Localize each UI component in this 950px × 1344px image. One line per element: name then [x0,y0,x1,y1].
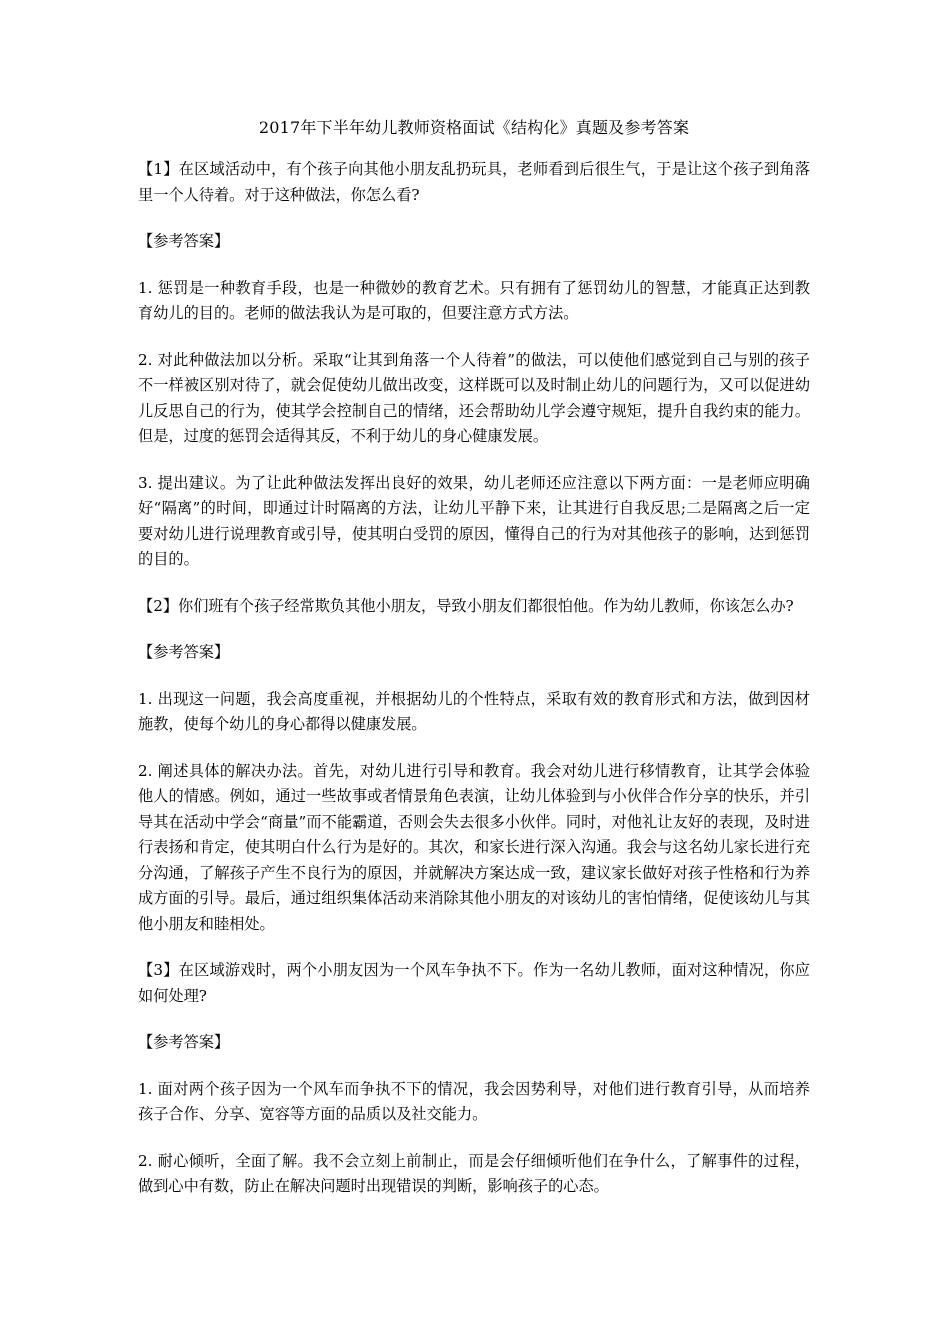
question-2-answer-2: 2. 阐述具体的解决办法。首先，对幼儿进行引导和教育。我会对幼儿进行移情教育，让其学会体验他人的情感。例如，通过一些故事或者情景角色表演，让幼儿体验到与小伙伴合作分享的快乐，并引导其在活动中学会“商量”而不能霸道，否则会失去很多小伙伴。同时，对他礼让友好的表现，及时进行表扬和肯定，使其明白什么行为是好的。其次，和家长进行深入沟通。我会与这名幼儿家长进行充分沟通，了解孩子产生不良行为的原因，并就解决方案达成一致，建议家长做好对孩子性格和行为养成方面的引导。最后，通过组织集体活动来消除其他小朋友的对该幼儿的害怕情绪，促使该幼儿与其他小朋友和睦相处。 [138,761,810,933]
question-1-answer-label: 【参考答案】 [138,232,230,250]
document-title: 2017年下半年幼儿教师资格面试《结构化》真题及参考答案 [258,118,690,137]
document-page [138,116,810,1221]
question-3-answer-1: 1. 面对两个孩子因为一个风车而争执不下的情况，我会因势利导，对他们进行教育引导，从而培养孩子合作、分享、宽容等方面的品质以及社交能力。 [138,1079,810,1123]
question-1-text: 【1】在区域活动中，有个孩子向其他小朋友乱扔玩具，老师看到后很生气，于是让这个孩子到角落里一个人待着。对于这种做法，你怎么看? [138,160,810,204]
question-2-answer-label: 【参考答案】 [138,643,230,661]
question-3-text: 【3】在区域游戏时，两个小朋友因为一个风车争执不下。作为一名幼儿教师，面对这种情况，你应如何处理? [138,961,810,1005]
question-2-text: 【2】你们班有个孩子经常欺负其他小朋友，导致小朋友们都很怕他。作为幼儿教师，你该怎么办? [138,596,794,615]
question-2-answer-1: 1. 出现这一问题，我会高度重视，并根据幼儿的个性特点，采取有效的教育形式和方法，做到因材施教，使每个幼儿的身心都得以健康发展。 [138,689,810,733]
question-1-answer-1: 1. 惩罚是一种教育手段，也是一种微妙的教育艺术。只有拥有了惩罚幼儿的智慧，才能真正达到教育幼儿的目的。老师的做法我认为是可取的，但要注意方式方法。 [138,278,810,322]
question-3-answer-label: 【参考答案】 [138,1033,230,1051]
question-1-answer-2: 2. 对此种做法加以分析。采取“让其到角落一个人待着”的做法，可以使他们感觉到自己与别的孩子不一样被区别对待了，就会促使幼儿做出改变，这样既可以及时制止幼儿的问题行为，又可以促进幼儿反思自己的行为，使其学会控制自己的情绪，还会帮助幼儿学会遵守规矩，提升自我约束的能力。但是，过度的惩罚会适得其反，不利于幼儿的身心健康发展。 [138,350,810,445]
question-3-answer-2: 2. 耐心倾听，全面了解。我不会立刻上前制止，而是会仔细倾听他们在争什么，了解事件的过程，做到心中有数，防止在解决问题时出现错误的判断，影响孩子的心态。 [138,1151,810,1195]
question-1-answer-3: 3. 提出建议。为了让此种做法发挥出良好的效果，幼儿老师还应注意以下两方面：一是老师应明确好“隔离”的时间，即通过计时隔离的方法，让幼儿平静下来，让其进行自我反思;二是隔离之后一定要对幼儿进行说理教育或引导，使其明白受罚的原因，懂得自己的行为对其他孩子的影响，达到惩罚的目的。 [138,473,810,568]
